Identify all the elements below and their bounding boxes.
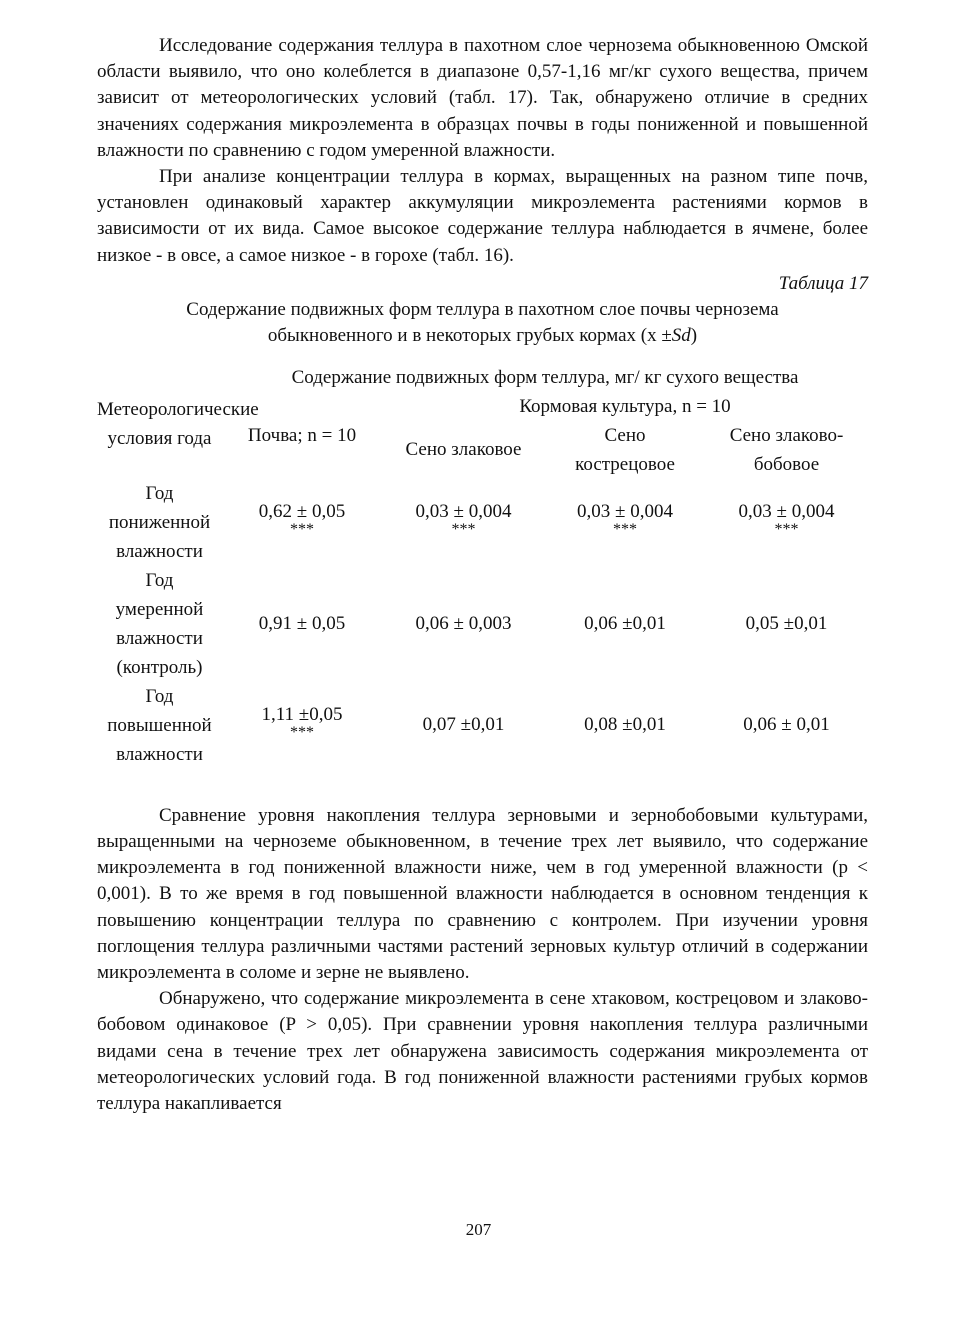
table-row	[97, 566, 868, 682]
cell-value: 0,07 ±0,01	[422, 714, 505, 736]
table-caption-italic: Sd	[671, 324, 691, 346]
cell-value: 0,91 ± 0,05	[258, 612, 346, 634]
paragraph-3: Сравнение уровня накопления теллура зерновыми и зернобобовыми культурами, выращенными на черноземе обыкновенном, в течение трех лет выявило, что содержание микроэлемента в год пониженной влажности ниже, чем в год умеренной влажности (p < 0,001). В то же время в год повышенной влажности наблюдается в основном тенденция к повышению концентрации теллура по сравнению с контролем. При изучении уровня поглощения теллура различными частями растений зерновых культур отличий в содержании микроэлемента в соломе и зерне не выявлено.	[97, 804, 868, 984]
table-cell	[382, 682, 545, 769]
table-spacer	[97, 769, 868, 803]
table-cell	[705, 479, 868, 566]
cell-value: 0,06 ± 0,003	[415, 612, 512, 634]
cell-value: 0,03 ± 0,004	[415, 501, 512, 523]
paragraph-1: Исследование содержания теллура в пахотном слое чернозема обыкновенною Омской области выявило, что оно колеблется в диапазоне 0,57-1,16 мг/кг сухого вещества, причем зависит от метеорологических условий (табл. 17). Так, обнаружено отличие в средних значениях содержания микроэлемента в образцах почвы в годы пониженной и повышенной влажности по сравнению с годом умеренной влажности.	[97, 35, 868, 161]
row-condition: Год повышенной влажности	[107, 685, 212, 765]
forage-group-header: Кормовая культура, n = 10	[519, 395, 731, 417]
significance-stars: ***	[290, 521, 314, 539]
cell-value: 0,03 ± 0,004	[577, 501, 673, 523]
significance-stars: ***	[451, 521, 476, 539]
cell-value: 0,05 ±0,01	[745, 612, 828, 634]
paragraph-2: При анализе концентрации теллура в кормах, выращенных на разном типе почв, установлен одинаковый характер аккумуляции микроэлемента растениями кормов в зависимости от их вида. Самое высокое содержание теллура наблюдается в ячмене, более низкое - в овсе, а самое низкое - в горохе (табл. 16).	[97, 166, 868, 266]
cell-value: 0,06 ±0,01	[584, 612, 666, 634]
table-caption-line1: Содержание подвижных форм теллура в пахотном слое почвы чернозема	[186, 298, 779, 320]
main-header: Содержание подвижных форм теллура, мг/ кг сухого вещества	[291, 366, 799, 388]
table-cell	[222, 566, 382, 682]
soil-header: Почва; n = 10	[247, 424, 357, 446]
significance-stars: ***	[774, 521, 799, 539]
cell-value: 0,03 ± 0,004	[738, 501, 835, 523]
data-table	[97, 363, 868, 769]
table-cell	[545, 566, 705, 682]
cell-value: 1,11 ±0,05	[261, 704, 343, 726]
page-content	[97, 33, 868, 1117]
table-row	[97, 479, 868, 566]
table-cell	[382, 566, 545, 682]
row-condition: Год умеренной влажности (контроль)	[115, 569, 204, 678]
table-caption-line2-prefix: обыкновенного и в некоторых грубых кормах (x ±	[267, 324, 672, 346]
table-cell	[705, 682, 868, 769]
header-row-1	[97, 363, 868, 392]
table-cell	[545, 682, 705, 769]
row-condition: Год пониженной влажности	[108, 482, 211, 562]
cell-value: 0,08 ±0,01	[584, 714, 666, 736]
cell-value: 0,06 ± 0,01	[743, 714, 830, 736]
stub-header: Метеорологические условия года	[97, 398, 259, 449]
table-cell	[222, 479, 382, 566]
table-cell	[222, 682, 382, 769]
table-cell	[382, 479, 545, 566]
table-caption-suffix: )	[690, 324, 698, 346]
table-cell	[545, 479, 705, 566]
page-number: 207	[465, 1220, 492, 1239]
table-cell	[705, 566, 868, 682]
col-hay-mixed-header: Сено злаково-бобовое	[729, 424, 844, 475]
col-hay-grass-header: Сено злаковое	[405, 439, 522, 461]
col-hay-brome-header: Сено кострецовое	[575, 424, 675, 475]
significance-stars: ***	[290, 724, 314, 742]
paragraph-4: Обнаружено, что содержание микроэлемента в сене хтаковом, кострецовом и злаково-бобовом одинаковое (P > 0,05). При сравнении уровня накопления теллура различными видами сена в течение трех лет обнаружена зависимость содержания микроэлемента от метеорологических условий года. В год пониженной влажности растениями грубых кормов теллура накапливается	[97, 988, 868, 1115]
table-label: Таблица 17	[778, 272, 868, 294]
significance-stars: ***	[613, 521, 637, 539]
table-row	[97, 682, 868, 769]
table-caption	[97, 297, 868, 349]
cell-value: 0,62 ± 0,05	[258, 501, 346, 523]
